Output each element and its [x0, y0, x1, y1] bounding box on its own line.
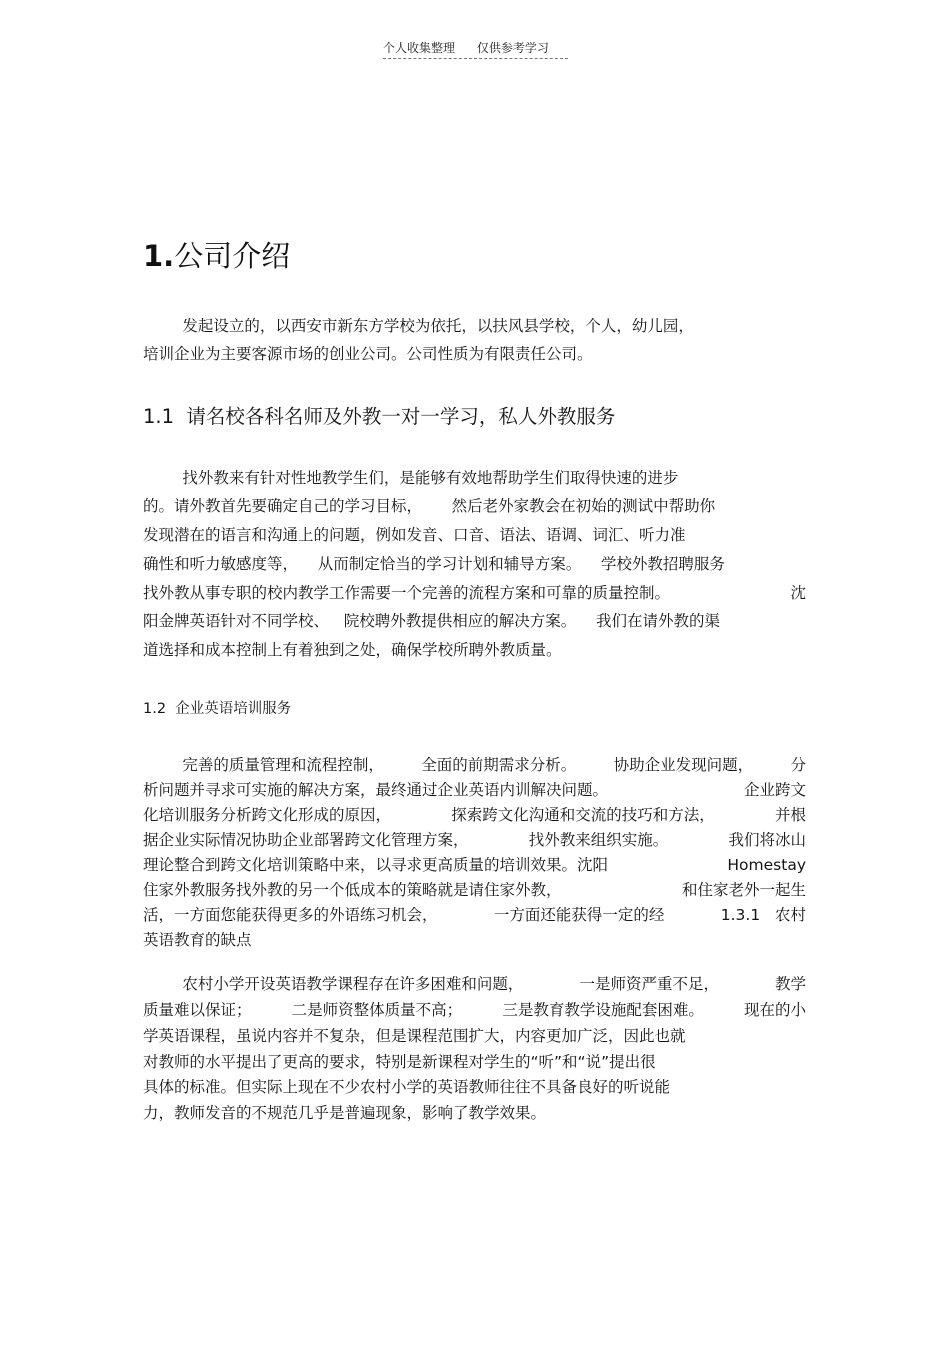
line-segment: 找外教从事专职的校内教学工作需要一个完善的流程方案和可靠的质量控制。	[143, 584, 671, 602]
paragraph-line: 力，教师发音的不规范几乎是普遍现象，影响了教学效果。	[143, 1104, 547, 1122]
line-segment: 1.3.1 农村	[720, 906, 806, 924]
line-segment: 农村小学开设英语教学课程存在许多困难和问题，	[143, 975, 524, 993]
section-title-text: 公司介绍	[174, 239, 291, 273]
line-segment: 探索跨文化沟通和交流的技巧和方法，	[451, 806, 715, 824]
paragraph-line	[143, 853, 806, 877]
line-segment: 析问题并寻求可实施的解决方案，最终通过企业英语内训解决问题。	[143, 781, 609, 799]
paragraph-line: 道选择和成本控制上有着独到之处，确保学校所聘外教质量。	[143, 641, 562, 659]
paragraph-line	[143, 778, 806, 802]
line-segment: 一方面还能获得一定的经	[493, 906, 665, 924]
paragraph-line: 英语教育的缺点	[143, 931, 252, 949]
line-segment: 完善的质量管理和流程控制，	[143, 756, 384, 774]
line-segment: 企业跨文	[743, 781, 806, 799]
line-segment: 二是师资整体质量不高；	[291, 1001, 463, 1019]
section-title	[143, 236, 808, 276]
header-left-text: 个人收集整理	[383, 41, 456, 55]
paragraph-line	[143, 803, 806, 827]
line-segment: 一是师资严重不足，	[579, 975, 719, 993]
line-segment: 化培训服务分析跨文化形成的原因，	[143, 806, 392, 824]
header-right-text: 仅供参考学习	[476, 41, 549, 55]
line-segment: 三是教育教学设施配套困难。	[502, 1001, 704, 1019]
paragraph-line: 发起设立的，以西安市新东方学校为依托，以扶风县学校，个人，幼儿园，	[143, 317, 694, 335]
subsection-heading: 1.1 请名校各科名师及外教一对一学习，私人外教服务	[143, 405, 616, 428]
paragraph-line: 培训企业为主要客源市场的创业公司。公司性质为有限责任公司。	[143, 345, 593, 363]
line-segment: 据企业实际情况协助企业部署跨文化管理方案，	[143, 831, 469, 849]
paragraph-line	[143, 878, 806, 902]
line-segment: 全面的前期需求分析。	[421, 756, 577, 774]
paragraph-line	[143, 753, 806, 777]
line-segment: 沈	[790, 584, 806, 602]
paragraph-line	[143, 581, 806, 605]
section-number: 1.	[143, 239, 175, 273]
subsection-heading: 1.2 企业英语培训服务	[143, 701, 292, 717]
line-segment: 和住家老外一起生	[681, 881, 806, 899]
line-segment: 分	[790, 756, 806, 774]
line-segment: 我们将冰山	[728, 831, 806, 849]
paragraph-line	[143, 998, 806, 1022]
paragraph-line: 的。请外教首先要确定自己的学习目标， 然后老外家教会在初始的测试中帮助你	[143, 497, 716, 515]
line-segment: 教学	[774, 975, 806, 993]
line-segment: 理论整合到跨文化培训策略中来，以寻求更高质量的培训效果。沈阳	[143, 856, 609, 874]
line-segment: 并根	[774, 806, 806, 824]
paragraph-line: 发现潜在的语言和沟通上的问题，例如发音、口音、语法、语调、词汇、听力准	[143, 526, 686, 544]
paragraph-line: 阳金牌英语针对不同学校、 院校聘外教提供相应的解决方案。 我们在请外教的渠	[143, 612, 720, 630]
line-segment: 协助企业发现问题，	[613, 756, 754, 774]
line-segment: 现在的小	[743, 1001, 806, 1019]
line-segment: 活，一方面您能获得更多的外语练习机会，	[143, 906, 438, 924]
line-segment: 住家外教服务找外教的另一个低成本的策略就是请住家外教，	[143, 881, 562, 899]
paragraph-line: 确性和听力敏感度等， 从而制定恰当的学习计划和辅导方案。 学校外教招聘服务	[143, 555, 725, 573]
paragraph-line	[143, 903, 806, 927]
paragraph-line: 找外教来有针对性地教学生们，是能够有效地帮助学生们取得快速的进步	[143, 469, 679, 487]
paragraph-line: 学英语课程，虽说内容并不复杂，但是课程范围扩大，内容更加广泛，因此也就	[143, 1027, 686, 1045]
paragraph-line: 具体的标准。但实际上现在不少农村小学的英语教师往往不具备良好的听说能	[143, 1078, 671, 1096]
paragraph-line: 对教师的水平提出了更高的要求，特别是新课程对学生的“听”和“说”提出很	[143, 1053, 656, 1071]
paragraph-line	[143, 972, 806, 996]
line-segment: Homestay	[727, 856, 806, 874]
line-segment: 找外教来组织实施。	[528, 831, 669, 849]
page-header	[383, 40, 568, 59]
paragraph-line	[143, 828, 806, 852]
line-segment: 质量难以保证；	[143, 1001, 252, 1019]
